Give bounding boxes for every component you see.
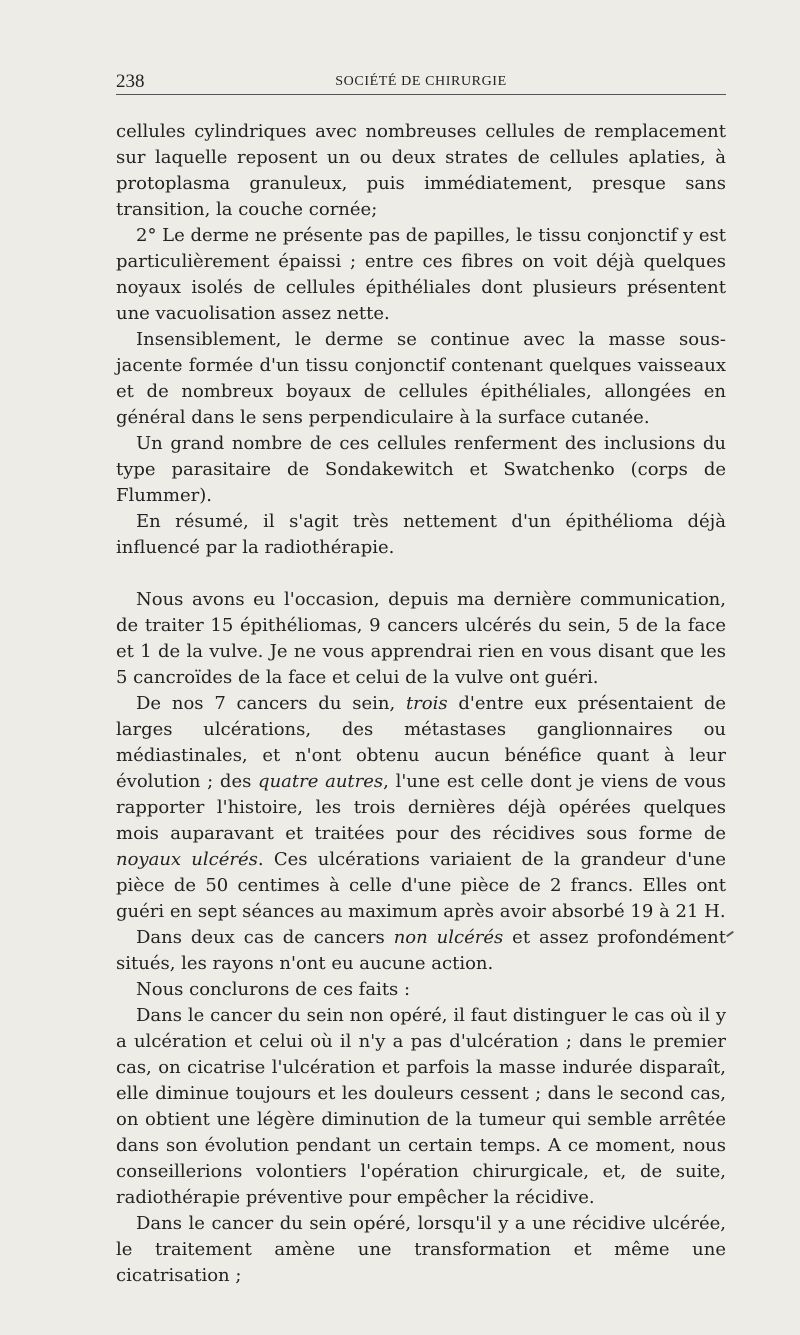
paragraph-10: Dans le cancer du sein non opéré, il faut distinguer le cas où il y a ulcération et celui où il n'y a pas d'ulcération ; dans le premier cas, on cicatrise l'ulcération et parfois la masse indurée disparaît, elle diminue toujours et les douleurs cessent ; dans le second cas, on obtient une légère diminution de la tumeur qui semble arrêtée dans son évolution pendant un certain temps. A ce moment, nous conseillerions volontiers l'opération chirurgicale, et, de suite, radiothérapie préventive pour empêcher la récidive. [116,1005,726,1208]
text-run: Dans deux cas de cancers [136,927,394,948]
paragraph-9: Nous conclurons de ces faits : [136,979,411,1000]
text-run: , l'une est celle dont je viens de vous rapporter l'histoire, les trois dernières déjà opérées quelques mois auparavant et traitées pour des récidives sous forme de [116,771,726,844]
italic-run: noyaux ulcérés [116,849,258,870]
paragraph-11: Dans le cancer du sein opéré, lorsqu'il y a une récidive ulcérée, le traitement amène une transformation et même une cicatrisation ; [116,1213,726,1286]
paragraph-7 [116,691,726,925]
paragraph-8 [116,925,726,977]
page-body [116,119,726,1289]
page-header [116,66,726,95]
text-run: et assez profondément situés, les rayons n'ont eu aucune action. [116,927,727,974]
text-run: . Ces ulcérations variaient de la grandeur d'une pièce de 50 centimes à celle d'une pièce de 2 francs. Elles ont guéri en sept séances au maximum après avoir absorbé 19 à 21 H. [116,849,726,922]
text-run: d'entre eux présentaient de larges ulcérations, des métastases ganglionnaires ou médiastinales, et n'ont obtenu aucun bénéfice quant à leur évolution ; des [116,693,726,792]
running-title: SOCIÉTÉ DE CHIRURGIE [335,74,507,89]
paragraph-4: Un grand nombre de ces cellules renferment des inclusions du type parasitaire de Sondakewitch et Swatchenko (corps de Flummer). [116,433,726,506]
italic-run: quatre autres [258,771,384,792]
paragraph-6: Nous avons eu l'occasion, depuis ma dernière communication, de traiter 15 épithéliomas, 9 cancers ulcérés du sein, 5 de la face et 1 de la vulve. Je ne vous apprendrai rien en vous disant que les 5 cancroïdes de la face et celui de la vulve ont guéri. [116,589,726,688]
italic-run: non ulcérés [393,927,504,948]
paragraph-3: Insensiblement, le derme se continue avec la masse sous-jacente formée d'un tissu conjonctif contenant quelques vaisseaux et de nombreux boyaux de cellules épithéliales, allongées en général dans le sens perpendiculaire à la surface cutanée. [116,329,726,428]
italic-run: trois [405,693,448,714]
paragraph-1: cellules cylindriques avec nombreuses cellules de remplacement sur laquelle reposent un ou deux strates de cellules aplaties, à protoplasma granuleux, puis immédiatement, presque sans transition, la couche cornée; [116,121,726,220]
paragraph-2: 2° Le derme ne présente pas de papilles, le tissu conjonctif y est particulièrement épaissi ; entre ces fibres on voit déjà quelques noyaux isolés de cellules épithéliales dont plusieurs présentent une vacuolisation assez nette. [116,225,726,324]
text-run: De nos 7 cancers du sein, [136,693,406,714]
paragraph-5: En résumé, il s'agit très nettement d'un épithélioma déjà influencé par la radiothérapie. [116,511,726,558]
page-number: 238 [116,71,145,92]
margin-mark [726,931,734,937]
